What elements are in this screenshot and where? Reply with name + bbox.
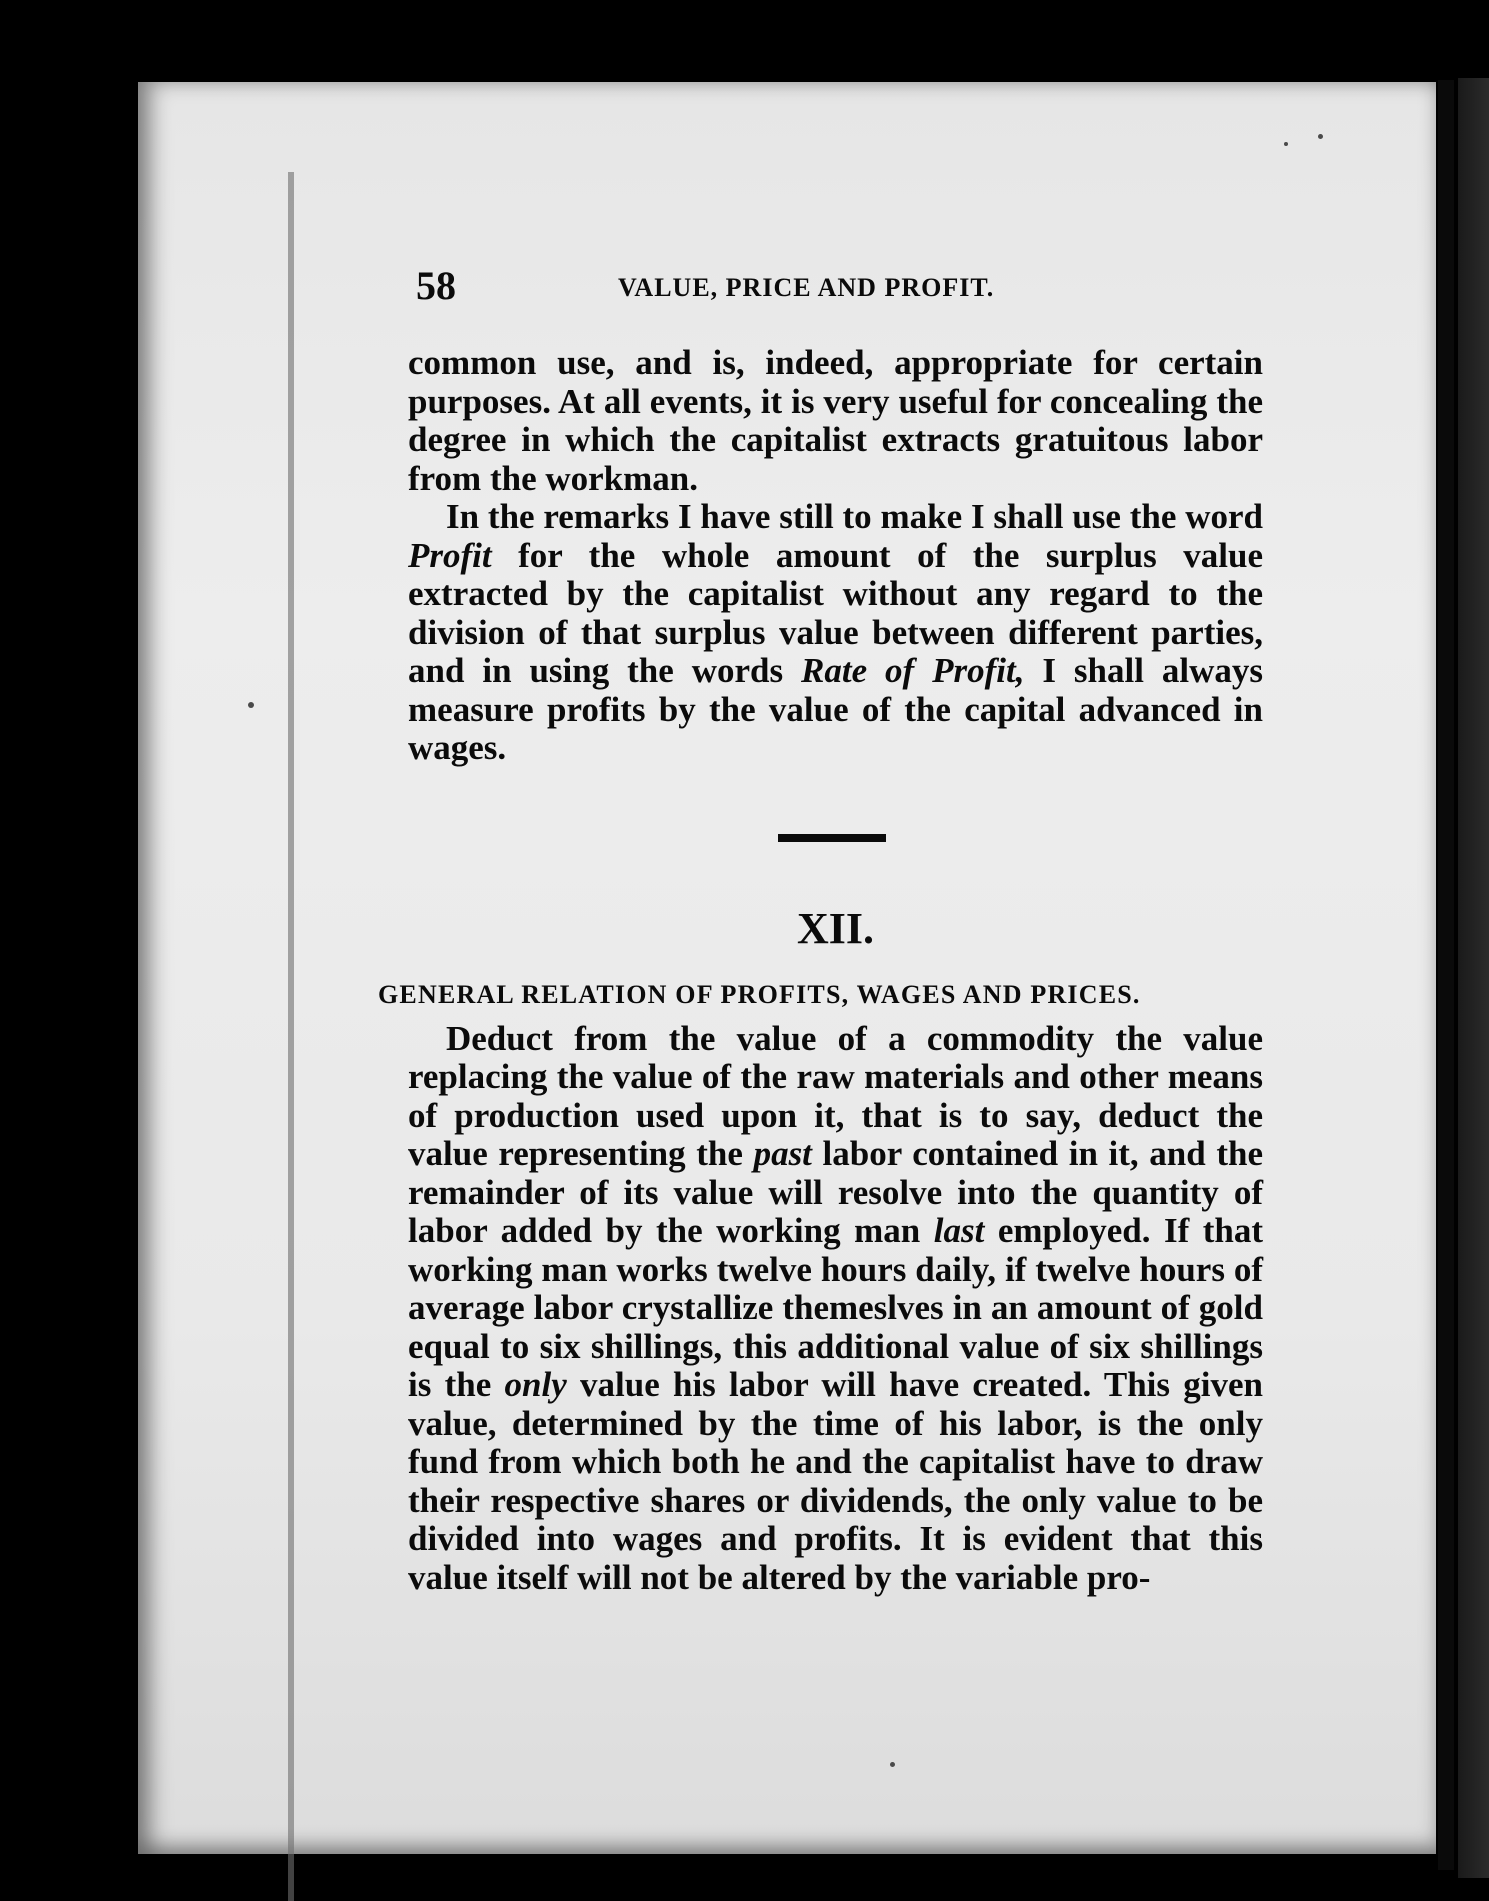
italic-term-past: past — [753, 1134, 812, 1173]
text-run: Deduct from the value of a commodity the value replacing the value of the raw materials and other means of production used upon it, that is to say, deduct the value representing the — [408, 1018, 1263, 1173]
running-head — [408, 262, 1263, 312]
page-number: 58 — [416, 263, 456, 308]
text-run: value his labor will have created. This given value, determined by the time of his labor, is the only fund from which both he and the capitalist have to draw their respective shares or dividends, the only value to be divided into wages and profits. It is evident that this value itself will not be altered by the variable pro- — [408, 1365, 1263, 1597]
section-divider — [778, 834, 886, 842]
paragraph-continued: common use, and is, indeed, appropriate for certain purposes. At all events, it is very useful for concealing the degree in which the capitalist extracts gratuitous labor from the workman. — [408, 343, 1263, 498]
adjacent-page-edge — [1458, 78, 1489, 1878]
scan-speck — [248, 702, 254, 708]
paragraph-profit-definition — [408, 498, 1263, 768]
italic-term-last: last — [933, 1211, 985, 1250]
page-text — [378, 262, 1264, 1597]
chapter-title: GENERAL RELATION OF PROFITS, WAGES AND PRICES. — [378, 979, 1141, 1009]
italic-term-profit: Profit — [408, 535, 492, 575]
text-run: I shall always measure profits by the value of the capital advanced in wages. — [408, 651, 1264, 767]
scan-speck — [1284, 142, 1288, 146]
chapter-number: XII. — [796, 903, 875, 953]
text-run: labor contained in it, and the remainder of its value will resolve into the quantity of labor added by the working man — [408, 1134, 1264, 1250]
text-run: for the whole amount of the surplus value extracted by the capitalist without any regard to the division of that surplus value between different parties, and in using the words — [408, 535, 1263, 690]
binding-edge — [288, 172, 294, 1901]
scan-speck — [890, 1762, 895, 1767]
italic-term-only: only — [504, 1365, 567, 1404]
scan-speck — [1318, 134, 1323, 139]
text-run: In the remarks I have still to make I shall use the word — [446, 497, 1263, 536]
italic-term-rate-of-profit: Rate of Profit, — [801, 651, 1025, 690]
page-gutter-shadow — [1438, 80, 1454, 1870]
paragraph-chapter-body — [408, 1020, 1263, 1598]
text-run: employed. If that working man works twelve hours daily, if twelve hours of average labor crystallize themeslves in an amount of gold equal to six shillings, this additional value of six shillings is the — [408, 1211, 1263, 1404]
running-title: VALUE, PRICE AND PROFIT. — [618, 273, 995, 302]
